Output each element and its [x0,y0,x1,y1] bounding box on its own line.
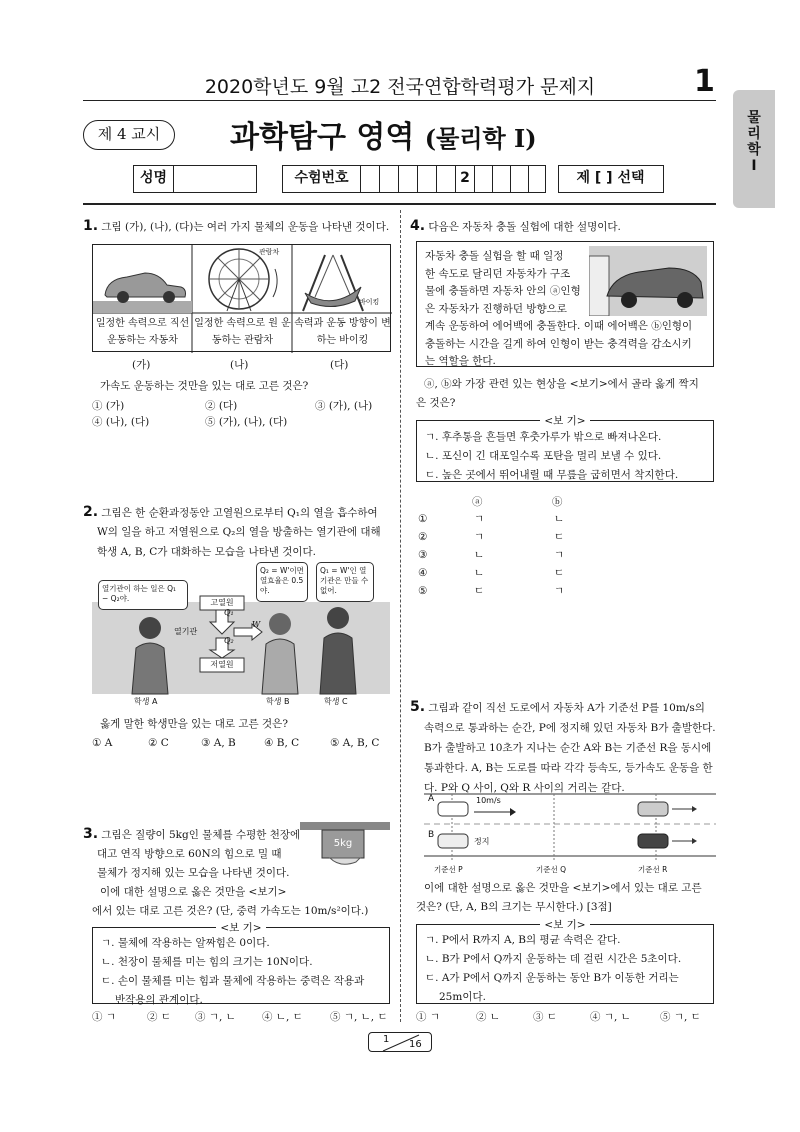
question-stem: 학생 A, B, C가 대화하는 모습을 나타낸 것이다. [97,546,316,558]
lane-a-label: A [428,794,435,804]
option[interactable]: ③ (가), (나) [315,400,373,412]
passage-line: 계속 운동하여 에어백에 충돌한다. 이때 에어백은 ⓑ인형이 [425,320,693,332]
table-row[interactable] [418,528,618,546]
option[interactable]: ② ㄷ [147,1011,171,1023]
side-tab-char: 리 [747,126,761,142]
question-1 [83,217,389,237]
bogi-item: ㄱ. P에서 R까지 A, B의 평균 속력은 같다. [425,934,621,946]
exam-number-cell [380,166,399,192]
exam-number-cell [493,166,511,192]
question-stem: W의 일을 하고 저열원으로 Q₂의 열을 방출하는 열기관에 대해 [97,526,381,538]
question-2 [83,503,378,523]
option-a: ㄴ [474,567,485,579]
w-symbol: W [252,620,261,629]
question-stem: 다. P와 Q 사이, Q와 R 사이의 거리는 같다. [424,782,625,794]
choice-box [558,165,664,193]
exam-number-cell [418,166,437,192]
q1-sub-label: (다) [330,359,349,371]
option[interactable]: ② (다) [205,400,238,412]
q2-figure [92,562,390,710]
passage-line: 은 자동차가 진행하던 방향으로 [425,302,567,315]
q4-passage-box [416,241,714,367]
q5-figure [424,790,716,876]
question-stem: 물체가 정지해 있는 모습을 나타낸 것이다. [97,867,290,879]
total-pages: 16 [409,1039,422,1050]
q3-figure [300,822,390,868]
side-tab-char: 학 [747,142,761,158]
option[interactable]: ③ ㄱ, ㄴ [195,1011,236,1023]
option-b: ㄴ [554,513,565,525]
table-head: ⓐ [472,496,483,508]
q1-sub-label: (가) [132,359,151,371]
table-row[interactable] [418,510,618,528]
passage-line: 한 속도로 달리던 자동차가 구조 [425,267,571,280]
bogi-item: ㄱ. 물체에 작용하는 알짜힘은 0이다. [101,937,270,949]
engine-label: 열기관 [174,627,198,636]
q5-bogi-box [416,919,714,1004]
footer-page-indicator [368,1032,432,1052]
option-a: ㄱ [474,531,485,543]
question-stem: 이에 대한 설명으로 옳은 것만을 <보기> [100,886,287,898]
option[interactable]: ① ㄱ [92,1011,116,1023]
table-row[interactable] [418,546,618,564]
speed-label: 10m/s [476,796,501,805]
bogi-title: <보 기> [540,415,589,427]
q4-bogi-box [416,415,714,482]
option[interactable]: ⑤ ㄱ, ㄴ, ㄷ [330,1011,388,1023]
ferris-label: 관람차 [259,248,280,256]
q5-question: 이에 대한 설명으로 옳은 것만을 <보기>에서 있는 대로 고른 [424,882,702,894]
q4-question: ⓐ, ⓑ와 가장 관련 있는 현상을 <보기>에서 골라 옳게 짝지 [424,378,699,390]
option[interactable]: ③ ㄷ [533,1011,557,1023]
option-b: ㄷ [554,531,565,543]
option-b: ㄷ [554,567,565,579]
option[interactable]: ④ ㄱ, ㄴ [590,1011,631,1023]
speech-bubble-a: 열기관이 하는 일은 Q₁ − Q₂야. [98,580,188,610]
choice-label: 제 [ ] 선택 [576,170,645,186]
question-number: 1. [83,218,99,234]
exam-number-label: 수험번호 [283,166,361,192]
student-label: 학생 A [134,697,158,706]
table-head: ⓑ [552,496,563,508]
question-stem: 에서 있는 대로 고른 것은? (단, 중력 가속도는 10m/s²이다.) [92,905,369,917]
option-number[interactable]: ① [418,513,428,525]
option[interactable]: ③ A, B [201,737,236,749]
exam-title: 2020학년도 9월 고2 전국연합학력평가 문제지 [204,76,596,98]
question-number: 3. [83,826,99,842]
exam-number-cell [361,166,380,192]
option-b: ㄱ [554,549,565,561]
bogi-item: ㄴ. 포신이 긴 대포일수록 포탄을 멀리 보낼 수 있다. [425,450,662,462]
bogi-item: ㄱ. 후추통을 흔들면 후춧가루가 밖으로 빠져나온다. [425,431,662,443]
question-5 [410,698,705,718]
page-slash [369,1033,433,1053]
bogi-item: ㄴ. 천장이 물체를 미는 힘의 크기는 10N이다. [101,956,313,968]
q1-caption: 속력과 운동 방향이 변하는 바이킹 [294,318,391,346]
passage-line: 충돌하는 시간을 길게 하여 인형이 받는 충격력을 감소시키 [425,337,692,350]
exam-number-digit: 2 [456,166,475,192]
question-stem: 다음은 자동차 충돌 실험에 대한 설명이다. [428,221,621,233]
q1-question: 가속도 운동하는 것만을 있는 대로 고른 것은? [100,380,309,392]
side-tab-char: Ⅰ [751,158,757,174]
block-mass-label: 5kg [333,838,353,849]
q3-bogi-box [92,922,390,1006]
bogi-item: ㄷ. 손이 물체를 미는 힘과 물체에 작용하는 중력은 작용과 [101,975,365,987]
exam-number-cell [399,166,418,192]
option-number[interactable]: ② [418,531,428,543]
option-b: ㄱ [554,585,565,597]
bogi-item: 25m이다. [439,991,486,1003]
q2-symbol: Q₂ [224,636,234,645]
page-number: 1 [694,64,715,99]
q4-answer-table [418,510,618,600]
header-rule [83,100,716,101]
lane-b-label: B [428,830,435,840]
student-label: 학생 C [324,697,348,706]
exam-number-box [282,165,546,193]
exam-number-cell [511,166,529,192]
option-number[interactable]: ⑤ [418,585,428,597]
baseline-label: 기준선 R [638,865,668,874]
name-label: 성명 [134,166,174,192]
info-rule [83,203,716,205]
q5-question: 것은? (단, A, B의 크기는 무시한다.) [3점] [416,901,612,913]
option-number[interactable]: ③ [418,549,428,561]
question-3 [83,825,300,845]
question-stem: B가 출발하고 10초가 지나는 순간 A와 B는 기준선 R을 동시에 [424,742,712,754]
baseline-label: 기준선 Q [536,865,567,874]
speech-bubble-b: Q₂ = W'이면 열효율은 0.5야. [256,562,308,602]
question-stem: 그림은 질량이 5kg인 물체를 수평한 천장에 [101,829,301,841]
question-stem: 통과한다. A, B는 도로를 따라 각각 등속도, 등가속도 운동을 한 [424,762,713,774]
option-a: ㄴ [474,549,485,561]
q4-question: 은 것은? [416,397,456,409]
option-number[interactable]: ④ [418,567,428,579]
passage-line: 는 역할을 한다. [425,355,496,367]
question-stem: 그림 (가), (나), (다)는 여러 가지 물체의 운동을 나타낸 것이다. [101,221,390,233]
option[interactable]: ① A [92,737,113,749]
question-4 [410,217,621,237]
student-label: 학생 B [266,697,290,706]
question-stem: 그림과 같이 직선 도로에서 자동차 A가 기준선 P를 10m/s의 [428,702,705,714]
question-number: 2. [83,504,99,520]
option[interactable]: ④ ㄴ, ㄷ [262,1011,303,1023]
section-name: 과학탐구 영역 [230,120,415,155]
option[interactable]: ⑤ ㄱ, ㄷ [660,1011,701,1023]
name-box [133,165,257,193]
option[interactable]: ④ B, C [264,737,300,749]
q1-caption: 일정한 속력으로 직선 운동하는 자동차 [95,318,190,346]
bogi-item: ㄷ. A가 P에서 Q까지 운동하는 동안 B가 이동한 거리는 [425,972,679,984]
q1-sub-label: (나) [230,359,249,371]
subject-side-tab [733,90,775,208]
exam-number-cell [437,166,456,192]
question-stem: 그림은 한 순환과정동안 고열원으로부터 Q₁의 열을 흡수하여 [101,507,378,519]
crash-photo [589,246,707,316]
section-title [230,112,537,156]
q1-caption: 일정한 속력으로 원 운동하는 관람차 [194,318,291,346]
q2-question: 옳게 말한 학생만을 있는 대로 고른 것은? [100,718,288,730]
viking-label: 바이킹 [359,298,380,306]
q1-figure [92,244,391,352]
table-row[interactable] [418,564,618,582]
current-page: 1 [383,1034,390,1045]
passage-line: 자동차 충돌 실험을 할 때 일정 [425,250,564,262]
option[interactable]: ① (가) [92,400,125,412]
option[interactable]: ② C [148,737,169,749]
option[interactable]: ④ (나), (다) [92,416,150,428]
exam-number-cell [475,166,493,192]
question-stem: 대고 연직 방향으로 60N의 힘으로 밀 때 [97,848,282,860]
option-a: ㄷ [474,585,485,597]
question-stem: 속력으로 통과하는 순간, P에 정지해 있던 자동차 B가 출발한다. [424,722,716,734]
cold-reservoir-label: 저열원 [210,660,234,669]
option[interactable]: ① ㄱ [416,1011,440,1023]
bogi-item: ㄴ. B가 P에서 Q까지 운동하는 데 걸린 시간은 5초이다. [425,953,682,965]
table-row[interactable] [418,582,618,600]
option[interactable]: ② ㄴ [476,1011,500,1023]
baseline-label: 기준선 P [434,865,463,874]
period-badge: 제 4 교시 [83,120,175,150]
side-tab-char: 물 [747,110,761,126]
column-divider [400,210,401,1022]
stop-label: 정지 [474,837,490,846]
speech-bubble-c: Q₁ = W'인 열기관은 만들 수 없어. [316,562,374,602]
option[interactable]: ⑤ (가), (나), (다) [205,416,288,428]
option-a: ㄱ [474,513,485,525]
option[interactable]: ⑤ A, B, C [330,737,380,749]
passage-line: 물에 충돌하면 자동차 안의 ⓐ인형 [425,285,581,297]
q1-symbol: Q₁ [224,608,234,617]
bogi-item: 반작용의 관계이다. [115,994,203,1006]
subject-name: (물리학 Ⅰ) [424,124,537,153]
bogi-item: ㄷ. 높은 곳에서 뛰어내릴 때 무릎을 굽히면서 착지한다. [425,469,679,481]
road-diagram [424,790,716,876]
bogi-title: <보 기> [540,919,589,931]
question-number: 5. [410,699,426,715]
bogi-title: <보 기> [216,922,265,934]
hot-reservoir-label: 고열원 [210,598,234,607]
question-number: 4. [410,218,426,234]
